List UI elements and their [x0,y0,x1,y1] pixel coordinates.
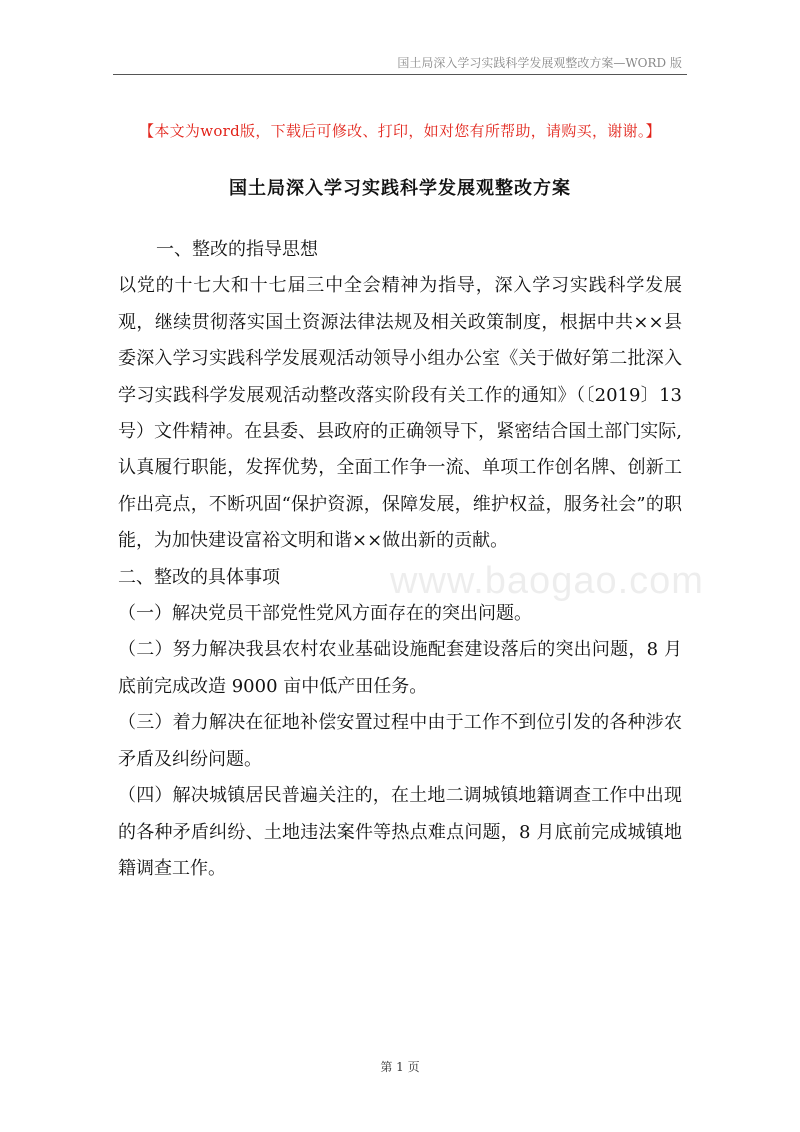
paragraph-item-4: （四）解决城镇居民普遍关注的，在土地二调城镇地籍调查工作中出现的各种矛盾纠纷、土地违法案件等热点难点问题，8 月底前完成城镇地籍调查工作。 [118,785,682,879]
running-header: 国土局深入学习实践科学发展观整改方案—WORD 版 [397,56,682,70]
site-watermark: www.baogao.com [390,560,704,602]
document-title: 国土局深入学习实践科学发展观整改方案 [229,178,571,199]
paragraph-item-2: （二）努力解决我县农村农业基础设施配套建设落后的突出问题，8 月底前完成改造 9000 亩中低产田任务。 [118,639,682,697]
paragraph-item-3: （三）着力解决在征地补偿安置过程中由于工作不到位引发的各种涉农矛盾及纠纷问题。 [118,712,682,770]
section-heading-guiding-ideology: 一、整改的指导思想 [156,239,318,260]
download-notice: 【本文为word版，下载后可修改、打印，如对您有所帮助，请购买，谢谢。】 [139,122,661,140]
paragraph-item-1: （一）解决党员干部党性党风方面存在的突出问题。 [118,603,532,625]
page-number: 第 1 页 [380,1060,420,1074]
paragraph-guiding-ideology: 以党的十七大和十七届三中全会精神为指导，深入学习实践科学发展观，继续贯彻落实国土资源法律法规及相关政策制度，根据中共××县委深入学习实践科学发展观活动领导小组办公室《关于做好第二批深入学习实践科学发展观活动整改落实阶段有关工作的通知》（〔2019〕13 号）文件精神。在县委、县政府的正确领导下，紧密结合国土部门实际,认真履行职能，发挥优势，全面工作争一流、单项工作创名牌、创新工作出亮点，不断巩固“保护资源，保障发展，维护权益，服务社会”的职能，为加快建设富裕文明和谐××做出新的贡献。 [118,275,682,552]
header-divider [113,74,687,75]
section-heading-specific-items: 二、整改的具体事项 [118,566,280,588]
